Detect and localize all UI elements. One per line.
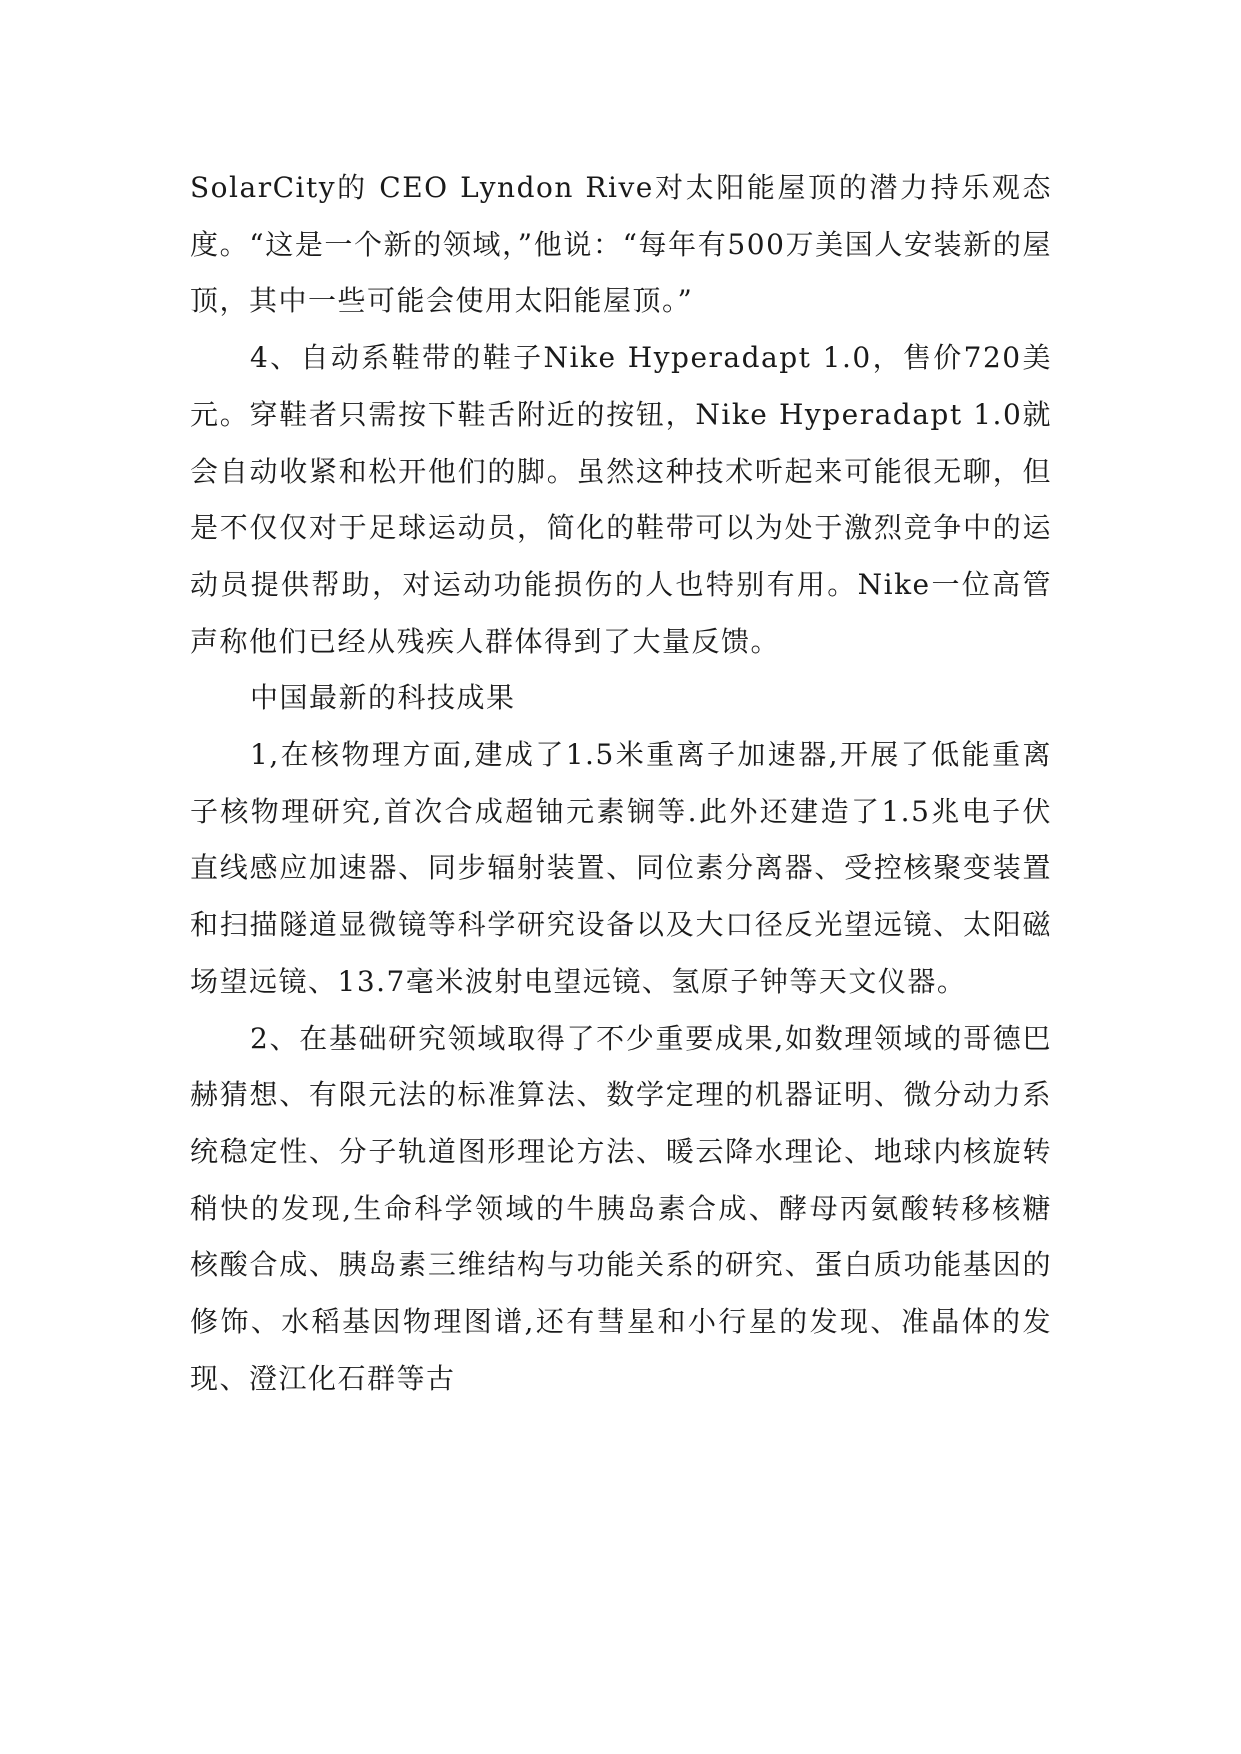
paragraph-basic-research: 2、在基础研究领域取得了不少重要成果,如数理领域的哥德巴赫猜想、有限元法的标准算法、数学定理的机器证明、微分动力系统稳定性、分子轨道图形理论方法、暖云降水理论、地球内核旋转稍快的发现,生命科学领域的牛胰岛素合成、酵母丙氨酸转移核糖核酸合成、胰岛素三维结构与功能关系的研究、蛋白质功能基因的修饰、水稻基因物理图谱,还有彗星和小行星的发现、准晶体的发现、澄江化石群等古 [190,1021,1052,1395]
paragraph-solarcity-quote: SolarCity的 CEO Lyndon Rive对太阳能屋顶的潜力持乐观态度。“这是一个新的领域，”他说：“每年有500万美国人安装新的屋顶，其中一些可能会使用太阳能屋顶。” [190,171,1052,318]
paragraph-nuclear-physics: 1,在核物理方面,建成了1.5米重离子加速器,开展了低能重离子核物理研究,首次合成超铀元素锎等.此外还建造了1.5兆电子伏直线感应加速器、同步辐射装置、同位素分离器、受控核聚变装置和扫描隧道显微镜等科学研究设备以及大口径反光望远镜、太阳磁场望远镜、13.7毫米波射电望远镜、氢原子钟等天文仪器。 [190,738,1052,998]
document-body [190,160,1052,1407]
section-heading-china-tech: 中国最新的科技成果 [250,681,516,715]
paragraph-nike-hyperadapt: 4、自动系鞋带的鞋子Nike Hyperadapt 1.0，售价720美元。穿鞋者只需按下鞋舌附近的按钮，Nike Hyperadapt 1.0就会自动收紧和松开他们的脚。虽然这种技术听起来可能很无聊，但是不仅仅对于足球运动员，简化的鞋带可以为处于激烈竞争中的运动员提供帮助，对运动功能损伤的人也特别有用。Nike一位高管声称他们已经从残疾人群体得到了大量反馈。 [190,341,1052,658]
